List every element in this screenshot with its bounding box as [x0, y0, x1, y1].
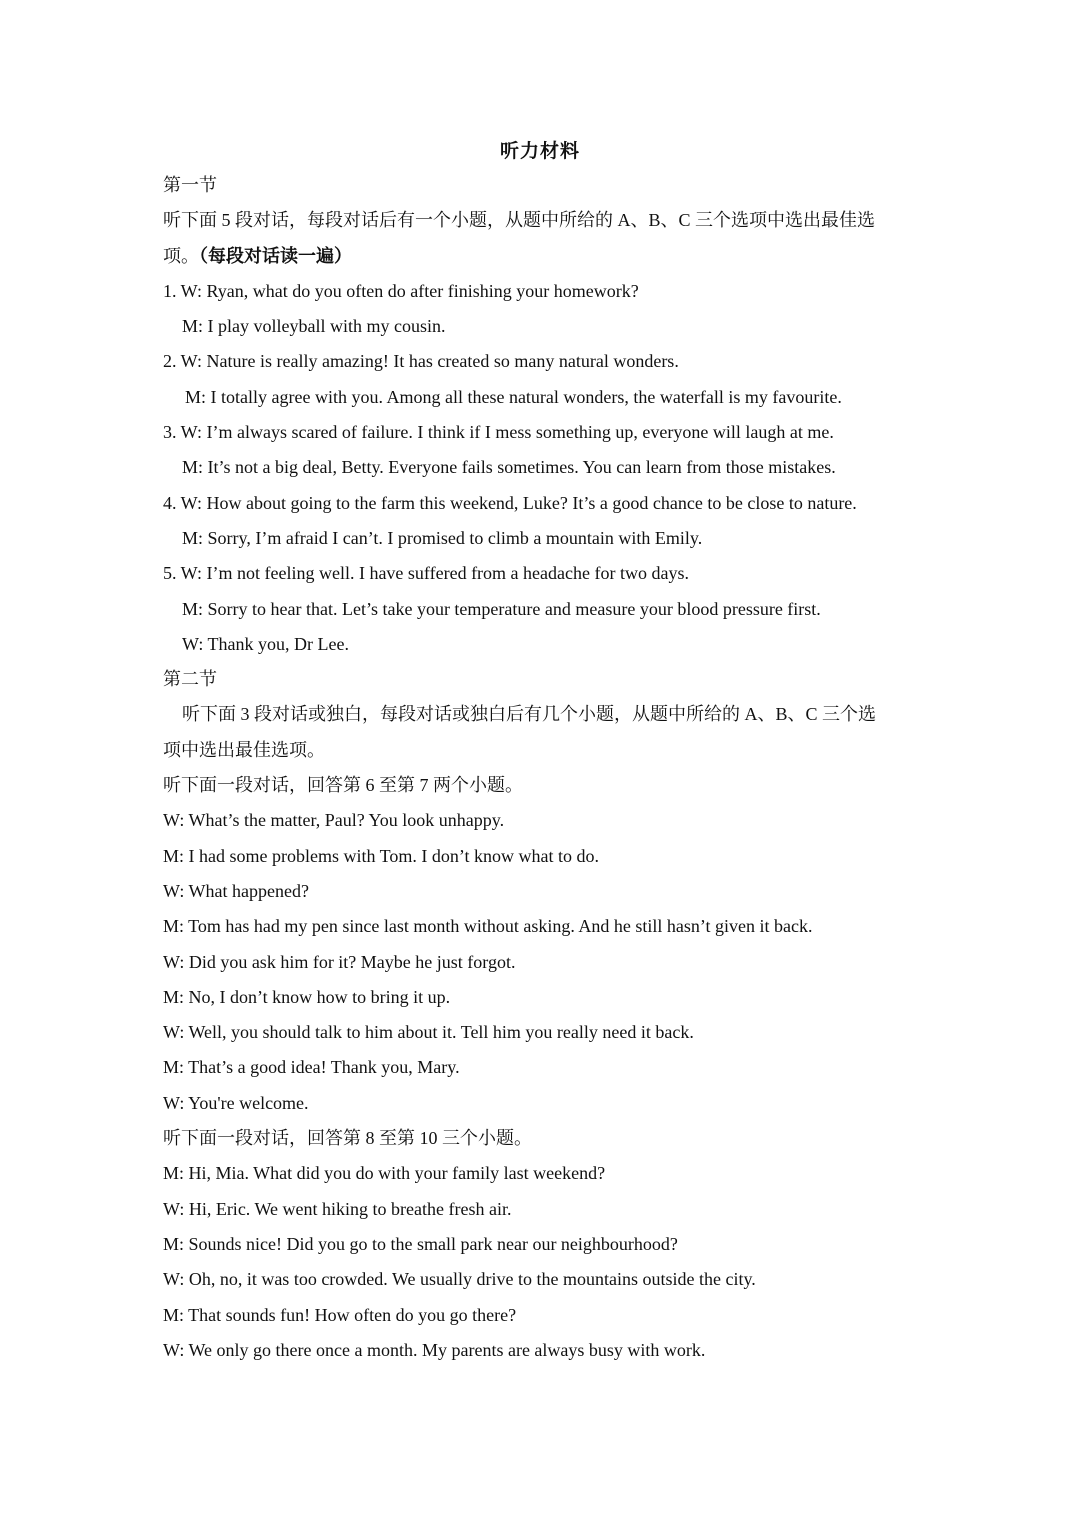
- dialogue5-woman: 5. W: I’m not feeling well. I have suffered from a headache for two days.: [163, 563, 689, 584]
- dialogue1-man: M: I play volleyball with my cousin.: [182, 316, 446, 337]
- part1-line: W: Well, you should talk to him about it. Tell him you really need it back.: [163, 1022, 694, 1043]
- dialogue1-woman: 1. W: Ryan, what do you often do after finishing your homework?: [163, 280, 639, 301]
- section1-instruction-line2: [163, 239, 923, 274]
- part1-line: M: Tom has had my pen since last month without asking. And he still hasn’t given it back.: [163, 916, 813, 937]
- section1-heading: 第一节: [163, 175, 217, 195]
- dialogue5-man: M: Sorry to hear that. Let’s take your temperature and measure your blood pressure first.: [182, 598, 821, 619]
- part2-line: M: Hi, Mia. What did you do with your family last weekend?: [163, 1163, 606, 1184]
- part2-line: W: Oh, no, it was too crowded. We usually drive to the mountains outside the city.: [163, 1269, 756, 1290]
- part2-intro: 听下面一段对话，回答第 8 至第 10 三个小题。: [163, 1128, 532, 1149]
- part1-intro: 听下面一段对话，回答第 6 至第 7 两个小题。: [163, 775, 523, 796]
- part1-line: W: What’s the matter, Paul? You look unhappy.: [163, 810, 505, 831]
- dialogue4-woman: 4. W: How about going to the farm this weekend, Luke? It’s a good chance to be close to nature.: [163, 492, 857, 513]
- dialogue2-woman: 2. W: Nature is really amazing! It has created so many natural wonders.: [163, 351, 679, 372]
- part2-line: W: Hi, Eric. We went hiking to breathe fresh air.: [163, 1198, 512, 1219]
- part1-line: W: What happened?: [163, 880, 309, 901]
- part1-line: M: No, I don’t know how to bring it up.: [163, 986, 451, 1007]
- dialogue3-woman: 3. W: I’m always scared of failure. I think if I mess something up, everyone will laugh at me.: [163, 422, 834, 443]
- page-title: 听力材料: [499, 141, 580, 162]
- dialogue5-woman-reply: W: Thank you, Dr Lee.: [182, 633, 349, 654]
- part1-line: W: You're welcome.: [163, 1092, 309, 1113]
- section2-instruction-line1: 听下面 3 段对话或独白，每段对话或独白后有几个小题，从题中所给的 A、B、C 三个选: [182, 704, 877, 725]
- part2-line: W: We only go there once a month. My parents are always busy with work.: [163, 1339, 706, 1360]
- section1-instruction-line1: 听下面 5 段对话，每段对话后有一个小题，从题中所给的 A、B、C 三个选项中选出最佳选: [163, 210, 876, 231]
- section2-heading: 第二节: [163, 669, 217, 690]
- part2-line: M: That sounds fun! How often do you go there?: [163, 1304, 517, 1325]
- part1-line: M: That’s a good idea! Thank you, Mary.: [163, 1057, 460, 1078]
- section1-instruction-prefix: 项。: [163, 245, 199, 266]
- section2-instruction-line2: 项中选出最佳选项。: [163, 739, 325, 760]
- dialogue2-man: M: I totally agree with you. Among all these natural wonders, the waterfall is my favourite.: [185, 386, 842, 407]
- document-body: [163, 168, 923, 1368]
- dialogue3-man: M: It’s not a big deal, Betty. Everyone fails sometimes. You can learn from those mistakes.: [182, 457, 836, 478]
- part1-line: W: Did you ask him for it? Maybe he just forgot.: [163, 951, 516, 972]
- section1-instruction-note: （每段对话读一遍）: [199, 245, 352, 266]
- part2-line: M: Sounds nice! Did you go to the small park near our neighbourhood?: [163, 1233, 678, 1254]
- dialogue4-man: M: Sorry, I’m afraid I can’t. I promised to climb a mountain with Emily.: [182, 527, 703, 548]
- part1-line: M: I had some problems with Tom. I don’t know what to do.: [163, 845, 600, 866]
